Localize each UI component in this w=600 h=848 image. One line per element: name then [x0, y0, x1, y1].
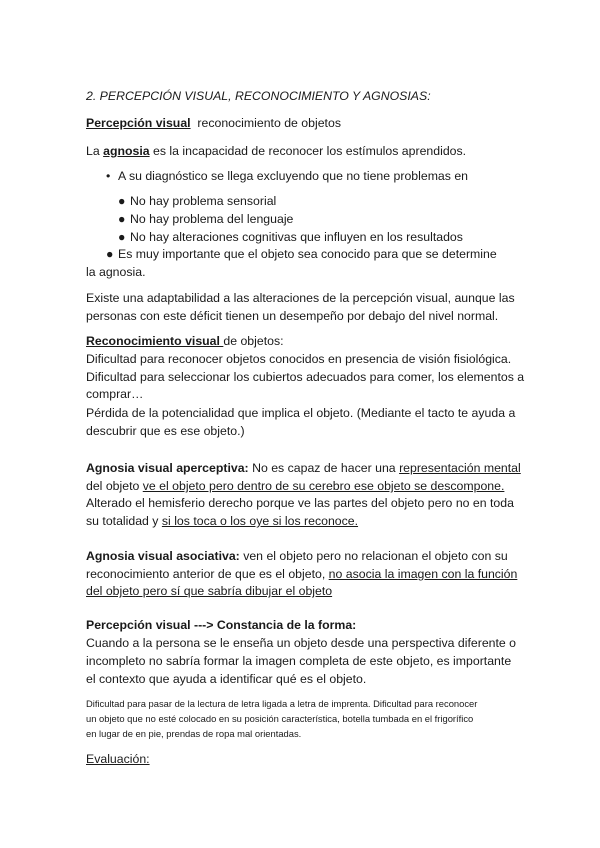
apperceptive-title: Agnosia visual aperceptiva:: [86, 461, 249, 475]
apperceptive-line: [86, 460, 521, 477]
agnosia-pre: La: [86, 144, 104, 158]
visual-recognition-line: Dificultad para seleccionar los cubiertos adecuados para comer, los elementos a: [86, 370, 525, 384]
apperceptive-underlined: representación mental: [399, 461, 521, 475]
agnosia-post: es la incapacidad de reconocer los estímulos aprendidos.: [149, 144, 467, 158]
bullet-icon: •: [106, 169, 111, 183]
apperceptive-text: No es capaz de hacer una: [248, 461, 400, 475]
visual-recognition-line: Dificultad para reconocer objetos conocidos en presencia de visión fisiológica.: [86, 352, 512, 366]
associative-underlined: del objeto pero sí que sabría dibujar el objeto: [86, 584, 333, 598]
dot-icon: ●: [118, 212, 126, 226]
apperceptive-underlined: si los toca o los oye si los reconoce.: [161, 514, 359, 528]
list-item: [106, 246, 497, 263]
list-item-continuation: la agnosia.: [86, 265, 146, 279]
associative-line: [86, 566, 517, 583]
list-item: [118, 193, 276, 210]
list-item: [118, 229, 463, 246]
apperceptive-line: [86, 513, 358, 530]
adaptability-line: personas con este déficit tienen un desempeño por debajo del nivel normal.: [86, 309, 499, 323]
apperceptive-text: su totalidad y: [86, 514, 162, 528]
adaptability-line: Existe una adaptabilidad a las alteraciones de la percepción visual, aunque las: [86, 291, 515, 305]
section-heading: 2. PERCEPCIÓN VISUAL, RECONOCIMIENTO Y AGNOSIAS:: [86, 89, 431, 103]
associative-line: [86, 548, 508, 565]
associative-underlined: no asocia la imagen con la función: [328, 567, 518, 581]
diagnosis-line: [106, 168, 468, 185]
perception-line: [86, 115, 341, 132]
visual-recognition-line: descubrir que es ese objeto.): [86, 424, 245, 438]
visual-recognition-heading: [86, 333, 284, 350]
visual-recognition-line: comprar…: [86, 387, 144, 401]
associative-title: Agnosia visual asociativa:: [86, 549, 240, 563]
dot-icon: ●: [118, 194, 126, 208]
apperceptive-line: Alterado el hemisferio derecho porque ve las partes del objeto pero no en toda: [86, 496, 514, 510]
constancy-small-line: Dificultad para pasar de la lectura de letra ligada a letra de imprenta. Dificultad para reconocer: [86, 698, 478, 709]
visual-recognition-line: Pérdida de la potencialidad que implica el objeto. (Mediante el tacto te ayuda a: [86, 406, 516, 420]
apperceptive-line: [86, 478, 504, 495]
dot-icon: ●: [118, 230, 126, 244]
list-item-text: No hay problema del lenguaje: [130, 212, 294, 226]
associative-text: reconocimiento anterior de que es el objeto,: [86, 567, 329, 581]
constancy-small-line: un objeto que no esté colocado en su posición característica, botella tumbada en el frigorífico: [86, 713, 474, 724]
constancy-line: incompleto no sabría formar la imagen completa de este objeto, es importante: [86, 654, 512, 668]
list-item-text: No hay alteraciones cognitivas que influyen en los resultados: [130, 230, 463, 244]
constancy-line: el contexto que ayuda a identificar qué es el objeto.: [86, 672, 367, 686]
perception-subtitle: reconocimiento de objetos: [190, 116, 341, 130]
constancy-line: Cuando a la persona se le enseña un objeto desde una perspectiva diferente o: [86, 636, 517, 650]
evaluation-heading: Evaluación:: [86, 752, 150, 766]
associative-line: [86, 583, 332, 600]
constancy-title: Percepción visual ---> Constancia de la forma:: [86, 618, 357, 632]
constancy-small-line: en lugar de en pie, prendas de ropa mal orientadas.: [86, 728, 302, 739]
dot-icon: ●: [106, 247, 114, 261]
list-item-text: Es muy importante que el objeto sea conocido para que se determine: [118, 247, 497, 261]
list-item-text: No hay problema sensorial: [130, 194, 277, 208]
apperceptive-text: del objeto: [86, 479, 143, 493]
visual-recognition-suffix: de objetos:: [223, 334, 284, 348]
perception-title: Percepción visual: [86, 116, 191, 130]
agnosia-definition: [86, 143, 466, 160]
associative-text: ven el objeto pero no relacionan el objeto con su: [239, 549, 508, 563]
diagnosis-text: A su diagnóstico se llega excluyendo que no tiene problemas en: [118, 169, 469, 183]
list-item: [118, 211, 293, 228]
visual-recognition-title: Reconocimiento visual: [86, 334, 224, 348]
apperceptive-underlined: ve el objeto pero dentro de su cerebro ese objeto se descompone.: [142, 479, 505, 493]
agnosia-term: agnosia: [103, 144, 150, 158]
